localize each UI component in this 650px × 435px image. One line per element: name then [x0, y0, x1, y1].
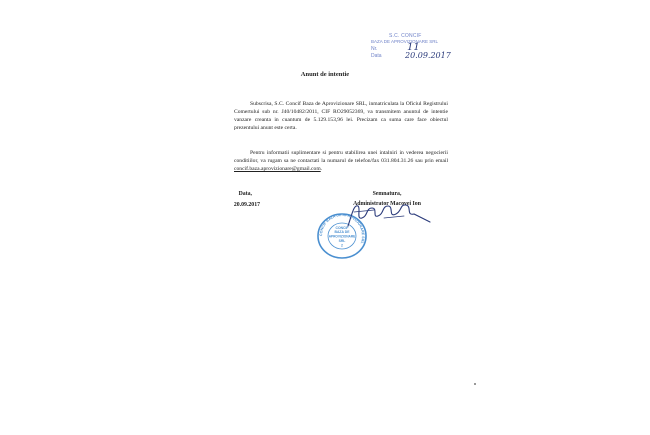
paragraph-intent: [234, 100, 448, 132]
date-block: [216, 189, 260, 208]
round-stamp-outer-text: CONCIF BAZA DE APROVIZIONARE SRL: [318, 212, 366, 245]
round-stamp-line3: APROVIZIONARE: [328, 234, 356, 239]
page-mark: [474, 383, 476, 385]
signatory-name: Administrator Macovei Ion: [353, 201, 421, 207]
paragraph-contact: [234, 149, 448, 173]
signature-label: Semnatura,: [372, 191, 402, 197]
date-value: 20.09.2017: [233, 202, 260, 208]
registration-stamp: [369, 33, 449, 59]
paragraph-contact-text: Pentru informatii suplimentare si pentru stabilirea unei intalniri in vederea negocierii conditiilor, va rugam sa ne contactati la numarul de telefon/fax 031.804.31.26 sau prin email: [234, 150, 448, 165]
document-page: [172, 0, 478, 435]
round-stamp-line4: SRL: [338, 239, 346, 243]
handwritten-registration-date: 20.09.2017: [405, 51, 451, 60]
registration-stamp-date-label: Data: [371, 53, 382, 59]
round-stamp-line5: 2: [341, 243, 343, 248]
document-title: Anunt de intentie: [300, 71, 350, 78]
registration-stamp-subtitle: BAZA DE APROVIZIONARE SRL: [371, 39, 439, 44]
handwritten-signature: [344, 196, 436, 230]
paragraph-intent-text: Subscrisa, S.C. Concif Baza de Aprovizionare SRL, inmatriculata la Oficiul Registrului Comertului sub nr. J40/10482/2011, CIF RO29052369, va transmitem anuntul de intentie vanzare creanta in cuantum de 5.129.153,96 lei. Precizam ca suma care face obiectul prezentului anunt este certa.: [234, 101, 448, 132]
date-label: Data,: [238, 191, 252, 197]
round-stamp-line1: CONCIF: [335, 226, 349, 230]
round-stamp-line2: BAZA DE: [334, 230, 350, 234]
registration-stamp-company: S.C. CONCIF: [389, 33, 422, 39]
contact-email-link[interactable]: concif.baza.aprovizionare@gmail.com: [234, 166, 321, 173]
handwritten-registration-number: 11: [407, 42, 420, 53]
registration-stamp-nr-label: Nr.: [371, 46, 378, 52]
paragraph-contact-end: .: [320, 166, 323, 173]
